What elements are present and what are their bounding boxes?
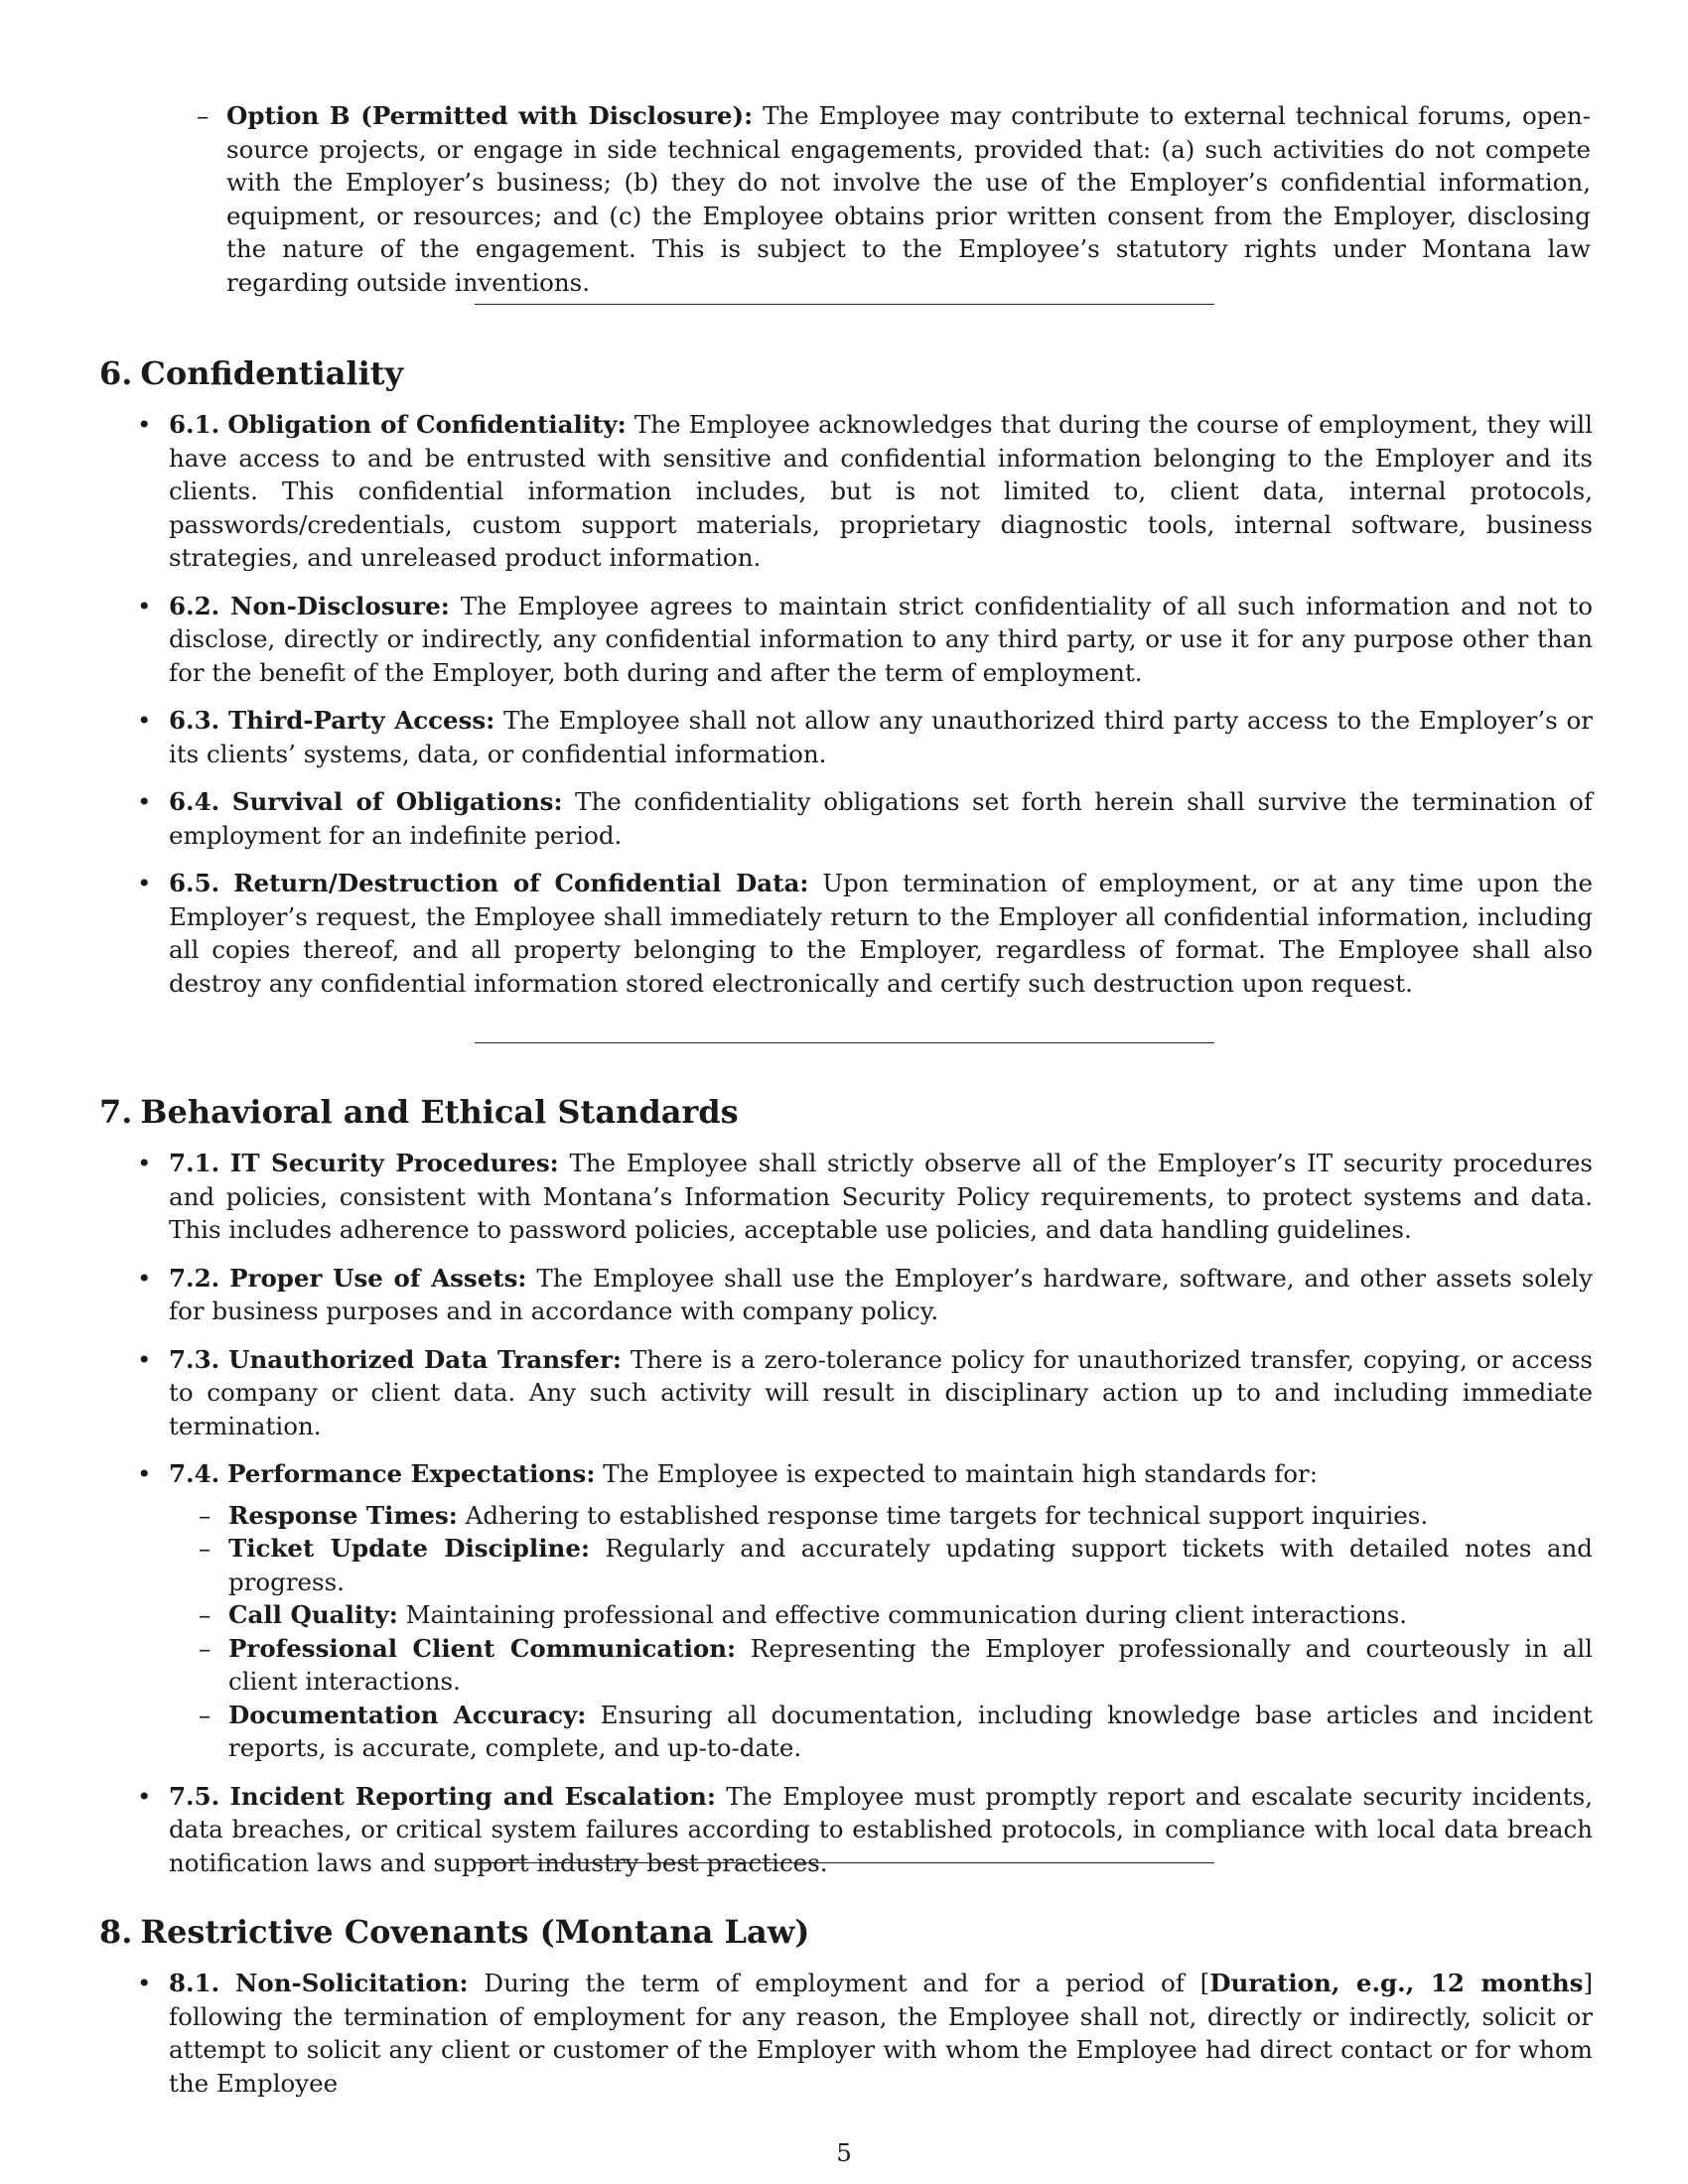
section-title-text: Behavioral and Ethical Standards	[140, 1093, 739, 1131]
expectation-text: Regularly and accurately updating support tickets with detailed notes and progress.	[228, 1534, 1593, 1596]
clause-7-1	[137, 1147, 1593, 1247]
performance-expectations-list	[199, 1499, 1593, 1765]
clause-text: Upon termination of employment, or at any time upon the Employer’s request, the Employee shall immediately return to the Employer all confidential information, including all copies thereof, and all property belonging to the Employer, regardless of format. The Employee shall also destroy any confidential information stored electronically and certify such destruction upon request.	[169, 869, 1593, 998]
bullet-marker: •	[137, 869, 152, 897]
expectation-item	[199, 1632, 1593, 1699]
section-title-text: Restrictive Covenants (Montana Law)	[140, 1913, 810, 1951]
section-divider	[475, 304, 1214, 305]
clause-label: Non-Solicitation:	[234, 1969, 469, 1997]
option-b-text: The Employee may contribute to external technical forums, open-source projects, or engage in side technical engagements, provided that: (a) such activities do not compete with the Employer’s business; (b) they do not involve the use of the Employer’s confidential information, equipment, or resources; and (c) the Employee obtains prior written consent from the Employer, disclosing the nature of the engagement. This is subject to the Employee’s statutory rights under Montana law regarding outside inventions.	[226, 101, 1591, 297]
section-divider	[475, 1042, 1214, 1043]
clause-text: The Employee agrees to maintain strict confidentiality of all such information and not to disclose, directly or indirectly, any confidential information to any third party, or use it for any purpose other than for the benefit of the Employer, both during and after the term of employment.	[169, 591, 1593, 687]
clause-text: The Employee shall use the Employer’s hardware, software, and other assets solely for business purposes and in accordance with company policy.	[169, 1263, 1593, 1325]
bullet-marker: •	[137, 1149, 152, 1177]
bullet-marker: •	[137, 1459, 152, 1488]
clause-number: 7.4.	[169, 1459, 220, 1488]
clause-6-4	[137, 785, 1593, 852]
clause-label: Obligation of Confidentiality:	[227, 410, 627, 439]
clause-label: IT Security Procedures:	[229, 1149, 559, 1177]
clause-number: 7.2.	[169, 1263, 220, 1293]
bullet-marker: •	[137, 410, 152, 439]
dash-marker: –	[199, 1633, 211, 1663]
clause-number: 8.1.	[169, 1969, 220, 1997]
clause-label: Performance Expectations:	[226, 1459, 596, 1488]
clause-number: 6.3.	[169, 706, 220, 735]
clause-text: The Employee must promptly report and escalate security incidents, data breaches, or critical system failures according to established protocols, in compliance with local data breach notification laws and support industry best practices.	[169, 1781, 1593, 1877]
clause-text: The Employee is expected to maintain high standards for:	[603, 1459, 1319, 1488]
expectation-item	[199, 1699, 1593, 1765]
section-8-title	[99, 1912, 809, 1952]
section-divider	[475, 1862, 1214, 1863]
section-number: 6.	[99, 354, 133, 392]
clause-text: The Employee shall not allow any unauthorized third party access to the Employer’s or its clients’ systems, data, or confidential information.	[169, 706, 1593, 768]
expectation-item	[199, 1499, 1593, 1533]
duration-placeholder: Duration, e.g., 12 months	[1209, 1969, 1584, 1997]
bullet-marker: •	[137, 1781, 152, 1811]
clause-label: Proper Use of Assets:	[229, 1263, 527, 1293]
clause-7-3	[137, 1343, 1593, 1443]
section-number: 7.	[99, 1093, 133, 1131]
clause-7-5	[137, 1780, 1593, 1880]
clause-number: 7.5.	[169, 1781, 220, 1811]
expectation-text: Representing the Employer professionally and courteously in all client interactions.	[228, 1633, 1593, 1696]
option-b-item	[197, 99, 1591, 299]
clause-7-4	[137, 1457, 1593, 1765]
dash-marker: –	[199, 1600, 211, 1629]
section-6-list	[137, 408, 1593, 1000]
dash-marker: –	[199, 1534, 211, 1563]
clause-number: 6.5.	[169, 869, 220, 897]
expectation-label: Documentation Accuracy:	[228, 1700, 587, 1729]
clause-text: There is a zero-tolerance policy for unauthorized transfer, copying, or access to company or client data. Any such activity will result in disciplinary action up to and including immediate termination.	[169, 1344, 1593, 1440]
bullet-marker: •	[137, 706, 152, 735]
dash-marker: –	[197, 101, 210, 130]
clause-label: Incident Reporting and Escalation:	[229, 1781, 716, 1811]
bullet-marker: •	[137, 591, 152, 620]
clause-6-2	[137, 590, 1593, 690]
dash-marker: –	[199, 1500, 211, 1530]
section-number: 8.	[99, 1913, 133, 1951]
clause-6-5	[137, 867, 1593, 1000]
section-7-list	[137, 1147, 1593, 1879]
expectation-item	[199, 1598, 1593, 1632]
clause-text: The confidentiality obligations set forth herein shall survive the termination of employment for an indefinite period.	[169, 787, 1593, 850]
clause-number: 6.1.	[169, 410, 220, 439]
clause-7-2	[137, 1262, 1593, 1328]
section-7-title	[99, 1092, 739, 1132]
bullet-marker: •	[137, 1969, 152, 1997]
option-b-block	[197, 99, 1591, 299]
option-b-label: Option B (Permitted with Disclosure):	[226, 101, 754, 130]
bullet-marker: •	[137, 1344, 152, 1374]
section-6-title	[99, 353, 403, 393]
clause-label: Survival of Obligations:	[231, 787, 563, 816]
expectation-label: Call Quality:	[228, 1600, 398, 1629]
expectation-item	[199, 1532, 1593, 1598]
bullet-marker: •	[137, 1263, 152, 1293]
expectation-text: Maintaining professional and effective communication during client interactions.	[405, 1600, 1408, 1629]
clause-label: Return/Destruction of Confidential Data:	[233, 869, 809, 897]
section-title-text: Confidentiality	[140, 354, 404, 392]
clause-number: 6.4.	[169, 787, 220, 816]
clause-number: 7.1.	[169, 1149, 220, 1177]
expectation-label: Ticket Update Discipline:	[228, 1534, 590, 1563]
section-8-list	[137, 1967, 1593, 2100]
expectation-text: Ensuring all documentation, including knowledge base articles and incident reports, is accurate, complete, and up-to-date.	[228, 1700, 1593, 1762]
bullet-marker: •	[137, 787, 152, 816]
clause-6-3	[137, 704, 1593, 770]
clause-number: 7.3.	[169, 1344, 220, 1374]
expectation-label: Professional Client Communication:	[228, 1633, 737, 1663]
clause-text: During the term of employment and for a period of [	[484, 1969, 1210, 1997]
clause-text: The Employee acknowledges that during the course of employment, they will have access to and be entrusted with sensitive and confidential information belonging to the Employer and its clients. This confidential information includes, but is not limited to, client data, internal protocols, passwords/credentials, custom support materials, proprietary diagnostic tools, internal software, business strategies, and unreleased product information.	[169, 410, 1593, 572]
clause-text: The Employee shall strictly observe all of the Employer’s IT security procedures and policies, consistent with Montana’s Information Security Policy requirements, to protect systems and data. This includes adherence to password policies, acceptable use policies, and data handling guidelines.	[169, 1149, 1593, 1244]
expectation-label: Response Times:	[228, 1500, 458, 1530]
expectation-text: Adhering to established response time targets for technical support inquiries.	[465, 1500, 1429, 1530]
clause-label: Non-Disclosure:	[230, 591, 450, 620]
clause-number: 6.2.	[169, 591, 220, 620]
clause-label: Third-Party Access:	[227, 706, 495, 735]
clause-8-1	[137, 1967, 1593, 2100]
clause-text-continued: ] following the termination of employment for any reason, the Employee shall not, directly or indirectly, solicit or attempt to solicit any client or customer of the Employer with whom the Employee had direct contact or for whom the Employee	[169, 1969, 1594, 2098]
clause-label: Unauthorized Data Transfer:	[228, 1344, 622, 1374]
page-number: 5	[836, 2138, 852, 2167]
clause-6-1	[137, 408, 1593, 575]
dash-marker: –	[199, 1700, 211, 1729]
